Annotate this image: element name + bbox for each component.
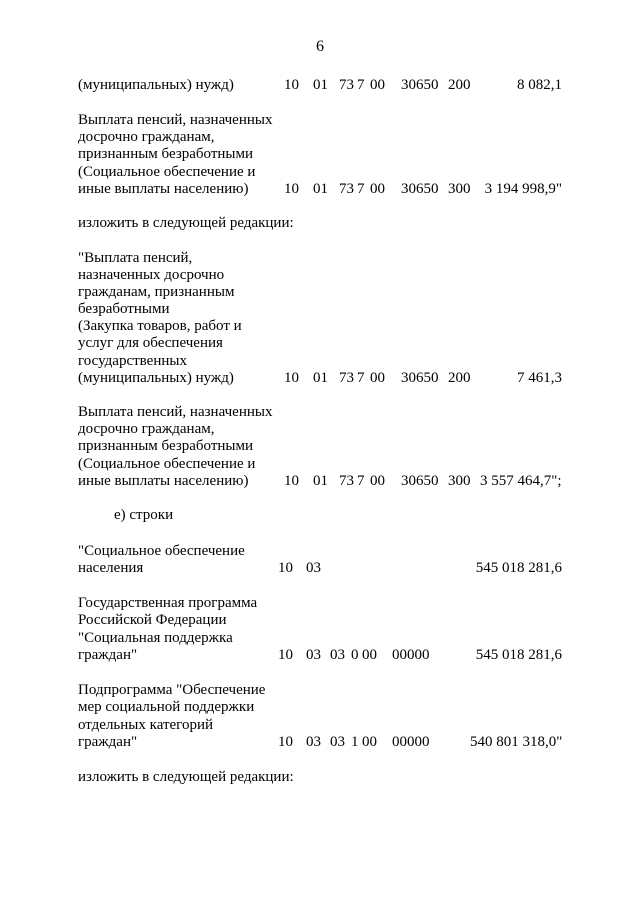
target-code-part1: 03 bbox=[330, 646, 345, 663]
description-line: (Социальное обеспечение и bbox=[78, 455, 256, 472]
amount: 545 018 281,6 bbox=[475, 559, 562, 576]
instruction-text: изложить в следующей редакции: bbox=[78, 215, 294, 231]
budget-row bbox=[0, 112, 640, 198]
target-code-part2: 7 bbox=[357, 76, 365, 93]
description-line: граждан" bbox=[78, 733, 138, 750]
row-description bbox=[78, 682, 283, 751]
page-number: 6 bbox=[316, 38, 324, 55]
target-code-part1: 73 bbox=[339, 180, 354, 197]
budget-row bbox=[0, 594, 640, 664]
rz-code: 10 bbox=[278, 646, 293, 663]
description-line: Выплата пенсий, назначенных bbox=[78, 112, 273, 129]
budget-row bbox=[0, 681, 640, 751]
description-line: "Социальная поддержка bbox=[78, 629, 233, 646]
amount: 7 461,3 bbox=[517, 369, 562, 386]
target-code-part3: 00 bbox=[370, 76, 385, 93]
description-line: государственных bbox=[78, 352, 187, 369]
description-line: гражданам, признанным bbox=[78, 283, 235, 300]
description-line: иные выплаты населению) bbox=[78, 180, 249, 197]
expense-type-code: 300 bbox=[448, 180, 471, 197]
expense-type-code: 200 bbox=[448, 369, 471, 386]
target-code-part4: 30650 bbox=[401, 472, 439, 489]
target-code-part3: 00 bbox=[362, 646, 377, 663]
description-line: отдельных категорий bbox=[78, 716, 214, 733]
rz-code: 10 bbox=[284, 472, 299, 489]
description-line: признанным безработными bbox=[78, 438, 254, 455]
description-line: услуг для обеспечения bbox=[78, 335, 223, 352]
target-code-part2: 0 bbox=[351, 646, 359, 663]
description-line: досрочно гражданам, bbox=[78, 421, 215, 438]
target-code-part1: 03 bbox=[330, 733, 345, 750]
target-code-part2: 7 bbox=[357, 369, 365, 386]
target-code-part1: 73 bbox=[339, 76, 354, 93]
pr-code: 01 bbox=[313, 180, 328, 197]
target-code-part2: 7 bbox=[357, 472, 365, 489]
target-code-part4: 00000 bbox=[392, 646, 430, 663]
description-line: граждан" bbox=[78, 646, 138, 663]
pr-code: 01 bbox=[313, 369, 328, 386]
target-code-part3: 00 bbox=[370, 369, 385, 386]
description-line: Государственная программа bbox=[78, 595, 258, 612]
row-description bbox=[78, 543, 283, 577]
description-line: признанным безработными bbox=[78, 146, 254, 163]
description-line: мер социальной поддержки bbox=[78, 699, 255, 716]
row-description bbox=[78, 595, 283, 664]
description-line: "Социальное обеспечение bbox=[78, 542, 245, 559]
target-code-part1: 73 bbox=[339, 472, 354, 489]
rz-code: 10 bbox=[284, 180, 299, 197]
target-code-part3: 00 bbox=[370, 472, 385, 489]
description-line: Выплата пенсий, назначенных bbox=[78, 404, 273, 421]
pr-code: 03 bbox=[306, 559, 321, 576]
description-line: "Выплата пенсий, bbox=[78, 249, 193, 266]
row-description bbox=[78, 250, 283, 388]
target-code-part3: 00 bbox=[370, 180, 385, 197]
description-line: населения bbox=[78, 559, 144, 576]
amount: 3 557 464,7"; bbox=[480, 472, 562, 489]
amount: 3 194 998,9" bbox=[484, 180, 562, 197]
budget-row bbox=[0, 76, 640, 94]
target-code-part4: 00000 bbox=[392, 733, 430, 750]
description-line: (муниципальных) нужд) bbox=[78, 76, 234, 93]
instruction-text: изложить в следующей редакции: bbox=[78, 769, 294, 785]
rz-code: 10 bbox=[284, 76, 299, 93]
pr-code: 01 bbox=[313, 76, 328, 93]
target-code-part4: 30650 bbox=[401, 369, 439, 386]
target-code-part4: 30650 bbox=[401, 180, 439, 197]
description-line: (Закупка товаров, работ и bbox=[78, 318, 242, 335]
description-line: Российской Федерации bbox=[78, 612, 227, 629]
description-line: досрочно гражданам, bbox=[78, 129, 215, 146]
amount: 540 801 318,0" bbox=[470, 733, 563, 750]
pr-code: 03 bbox=[306, 646, 321, 663]
pr-code: 03 bbox=[306, 733, 321, 750]
description-line: Подпрограмма "Обеспечение bbox=[78, 682, 266, 699]
row-description bbox=[78, 77, 283, 94]
rz-code: 10 bbox=[284, 369, 299, 386]
description-line: назначенных досрочно bbox=[78, 266, 225, 283]
row-description bbox=[78, 404, 283, 490]
expense-type-code: 300 bbox=[448, 472, 471, 489]
section-item-label: е) строки bbox=[114, 507, 174, 523]
description-line: безработными bbox=[78, 301, 170, 318]
pr-code: 01 bbox=[313, 472, 328, 489]
target-code-part2: 7 bbox=[357, 180, 365, 197]
budget-row bbox=[0, 541, 640, 577]
budget-row bbox=[0, 249, 640, 387]
amount: 545 018 281,6 bbox=[475, 646, 562, 663]
target-code-part3: 00 bbox=[362, 733, 377, 750]
amount: 8 082,1 bbox=[517, 76, 562, 93]
description-line: (Социальное обеспечение и bbox=[78, 163, 256, 180]
rz-code: 10 bbox=[278, 559, 293, 576]
target-code-part2: 1 bbox=[351, 733, 359, 750]
budget-row bbox=[0, 404, 640, 490]
rz-code: 10 bbox=[278, 733, 293, 750]
target-code-part1: 73 bbox=[339, 369, 354, 386]
description-line: (муниципальных) нужд) bbox=[78, 369, 234, 386]
target-code-part4: 30650 bbox=[401, 76, 439, 93]
row-description bbox=[78, 112, 283, 198]
description-line: иные выплаты населению) bbox=[78, 472, 249, 489]
expense-type-code: 200 bbox=[448, 76, 471, 93]
